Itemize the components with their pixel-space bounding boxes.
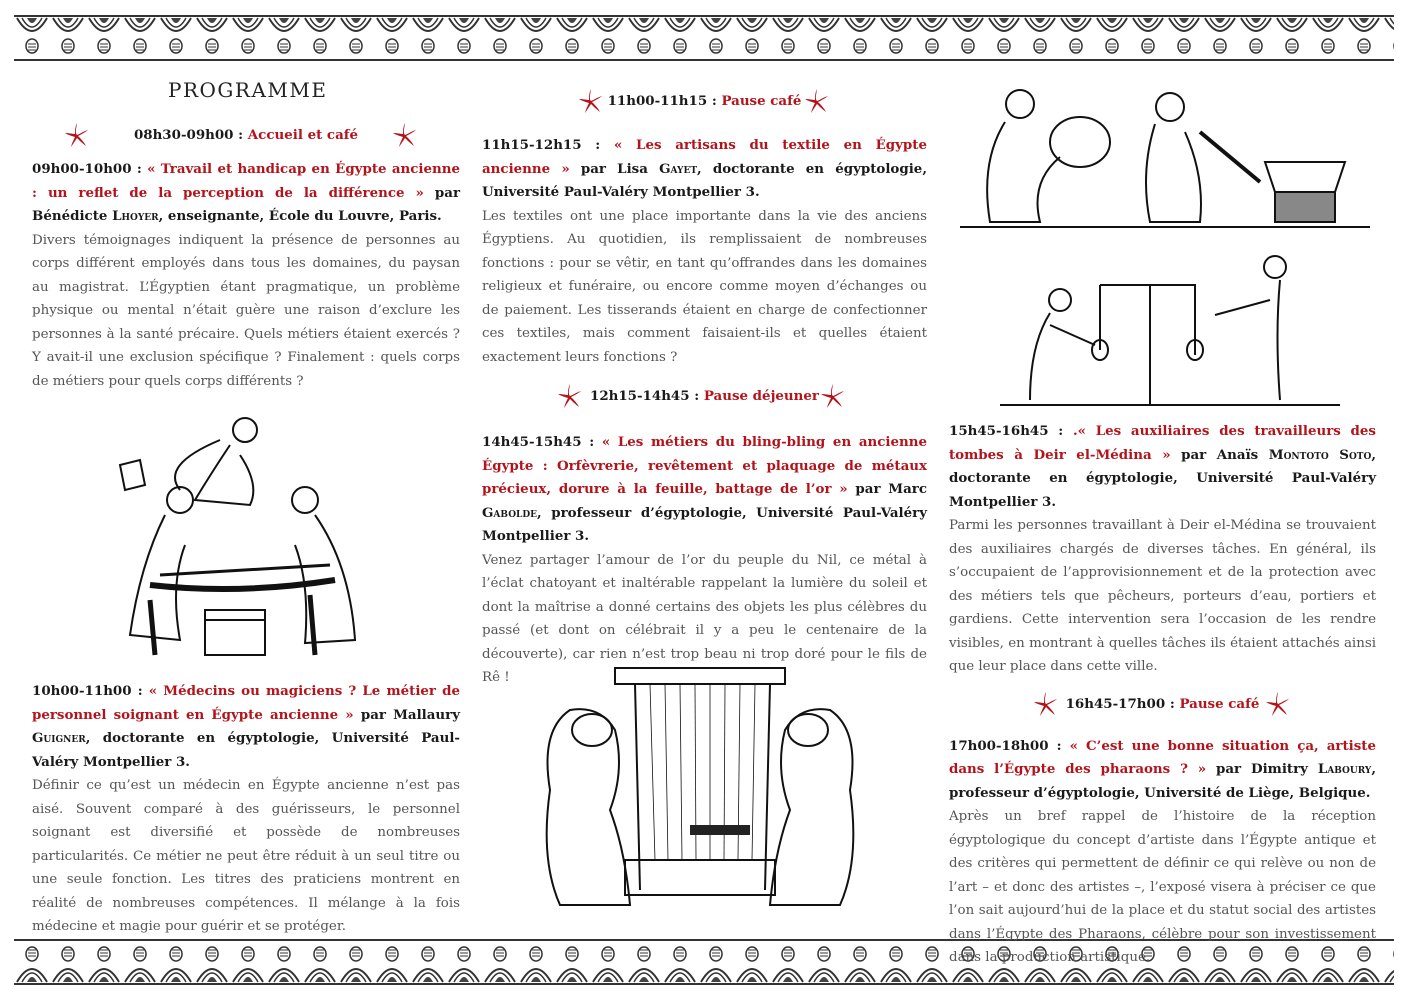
talk-abstract: Divers témoignages indiquent la présence de personnes au corps différent employés dans tous les domaines, du paysan au magistrat. L’Égyptien étant pragmatique, un problème physique ou mental n’était guère une raison d’exclure les personnes à la santé précaire. Quels métiers étaient exercés ? Y avait-il une exclusion spécifique ? Finalement : quels corps de métiers pour quels corps différents ?	[32, 232, 460, 389]
column-1	[32, 120, 460, 393]
talk-by: par Dimitry	[1206, 761, 1318, 777]
talk-time: 17h00-18h00 :	[949, 737, 1070, 754]
talk-time: 09h00-10h00 :	[32, 161, 148, 177]
pause-accueil	[32, 120, 460, 150]
star-icon	[392, 122, 418, 148]
pause-time: 16h45-17h00 :	[1065, 695, 1180, 712]
talk-title: « Travail et handicap en Égypte ancienne : un reflet de la perception de la différence »	[32, 161, 460, 201]
talk-title: « Médecins ou magiciens ? Le métier de personnel soignant en Égypte ancienne »	[32, 683, 460, 723]
talk-title: « Les métiers du bling-bling en ancienne Égypte : Orfèvrerie, revêtement et plaquage de métaux précieux, dorure à la feuille, battage de l’or »	[482, 434, 928, 497]
talk-abstract: Les textiles ont une place importante dans la vie des anciens Égyptiens. Au quotidien, ils remplissaient de nombreuses fonctions : pour se vêtir, en tant qu’offrandes dans les domaines religieux et funéraire, ou encore comme moyen d’échanges ou de paiement. Les tisserands étaient en charge de confectionner ces textiles, mais comment faisaient-ils et quelles étaient exactement leurs fonctions ?	[482, 208, 927, 365]
talk-time: 14h45-15h45 :	[482, 434, 602, 450]
speaker-name: Gabolde	[482, 504, 538, 521]
pause-cafe-afternoon	[949, 689, 1376, 719]
star-icon	[820, 383, 846, 409]
star-icon	[578, 88, 604, 114]
column-2	[482, 86, 927, 690]
talk-time: 11h15-12h15 :	[482, 137, 614, 153]
talk-by: par Marc	[847, 481, 927, 497]
programme-title: PROGRAMME	[168, 78, 328, 102]
speaker-affiliation: , enseignante, École du Louvre, Paris.	[158, 208, 442, 224]
speaker-affiliation: , professeur d’égyptologie, Université Paul-Valéry Montpellier 3.	[482, 504, 927, 544]
talk-abstract: Venez partager l’amour de l’or du peuple du Nil, ce métal à l’éclat chatoyant et inaltérable rappelant la lumière du soleil et dont la maîtrise a donné certains des objets les plus célèbres du passé (et dont on célébrait il y a peu le centenaire de la découverte), car rien n’est trop beau ni trop doré pour le fils de Rê !	[482, 552, 927, 685]
pause-label: Accueil et café	[247, 127, 359, 143]
illustration-workers-balance	[1000, 255, 1340, 410]
talk-by: par Bénédicte	[32, 184, 460, 224]
star-icon	[557, 383, 583, 409]
illustration-workers-cauldron	[960, 82, 1370, 232]
talk-abstract: Définir ce qu’est un médecin en Égypte ancienne n’est pas aisé. Souvent comparé à des guérisseurs, le personnel soignant est diversifié et possède de nombreuses particularités. Ce métier ne peut être réduit à un seul titre ou une seule fonction. Les titres des praticiens montrent en réalité de nombreuses compétences. Il mélange à la fois médecine et magie pour guérir et se protéger.	[32, 778, 460, 934]
column-1-lower	[32, 680, 460, 939]
decorative-border-top	[14, 14, 1394, 62]
pause-dejeuner	[482, 381, 927, 411]
talk-abstract: Parmi les personnes travaillant à Deir el-Médina se trouvaient des auxiliaires chargés de diverses tâches. En général, ils s’occupaient de l’approvisionnement et de la protection avec des métiers tels que pêcheurs, porteurs d’eau, portiers et gardiens. Cette intervention sera l’occasion de les rendre visibles, en montrant à quelles tâches ils étaient attachés ainsi que leur place dans cette ville.	[949, 518, 1376, 674]
talk-heading	[32, 158, 460, 229]
talk-title: .« Les auxiliaires des travailleurs des tombes à Deir el-Médina »	[949, 423, 1376, 463]
speaker-affiliation: , doctorante en égyptologie, Université Paul-Valéry Montpellier 3.	[32, 730, 460, 770]
talk-title: « C’est une bonne situation ça, artiste dans l’Égypte des pharaons ? »	[949, 737, 1376, 777]
speaker-name: Gayet	[659, 160, 698, 177]
pause-time: 12h15-14h45 :	[590, 388, 704, 404]
star-icon	[1033, 691, 1059, 717]
illustration-workers-table	[110, 405, 380, 665]
talk-title: « Les artisans du textile en Égypte ancienne »	[482, 137, 927, 177]
star-icon	[804, 88, 830, 114]
talk-by: par Lisa	[569, 160, 660, 177]
talk-heading	[482, 431, 927, 549]
talk-heading	[482, 134, 927, 205]
speaker-name: Laboury	[1317, 761, 1372, 777]
talk-by: par Anaïs	[1170, 446, 1269, 463]
talk-heading	[32, 680, 460, 774]
pause-label: Pause déjeuner	[703, 388, 819, 404]
talk-time: 15h45-16h45 :	[949, 423, 1073, 439]
talk-abstract: Après un bref rappel de l’histoire de la réception égyptologique du concept d’artiste dans l’Égypte antique et des critères qui permettent de définir ce qui relève ou non de l’art – et donc des artistes –, l’exposé visera à préciser ce que l’on sait aujourd’hui de la place et du statut social des artistes dans l’Égypte des Pharaons, célèbre pour son investissement dans la production artistique.	[949, 809, 1376, 965]
pause-cafe	[482, 86, 927, 116]
pause-label: Pause café	[1179, 695, 1260, 712]
pause-label: Pause café	[721, 93, 802, 109]
talk-by: par Mallaury	[353, 706, 460, 723]
illustration-weavers-loom	[530, 660, 870, 925]
star-icon	[1265, 691, 1291, 717]
speaker-name: Montoto Soto	[1268, 446, 1372, 463]
column-3	[949, 420, 1376, 970]
talk-time: 10h00-11h00 :	[32, 683, 149, 699]
star-icon	[64, 122, 90, 148]
speaker-affiliation: , doctorante en égyptologie, Université Paul-Valéry Montpellier 3.	[949, 446, 1376, 510]
pause-time: 11h00-11h15 :	[607, 93, 722, 109]
speaker-name: Guigner	[32, 730, 86, 746]
speaker-affiliation: , professeur d’égyptologie, Université de Liège, Belgique.	[949, 761, 1376, 801]
speaker-affiliation: , doctorante en égyptologie, Université Paul-Valéry Montpellier 3.	[482, 160, 927, 200]
pause-time: 08h30-09h00 :	[133, 127, 248, 143]
talk-heading	[949, 420, 1376, 514]
speaker-name: Lhoyer	[112, 208, 159, 224]
talk-heading	[949, 735, 1376, 806]
